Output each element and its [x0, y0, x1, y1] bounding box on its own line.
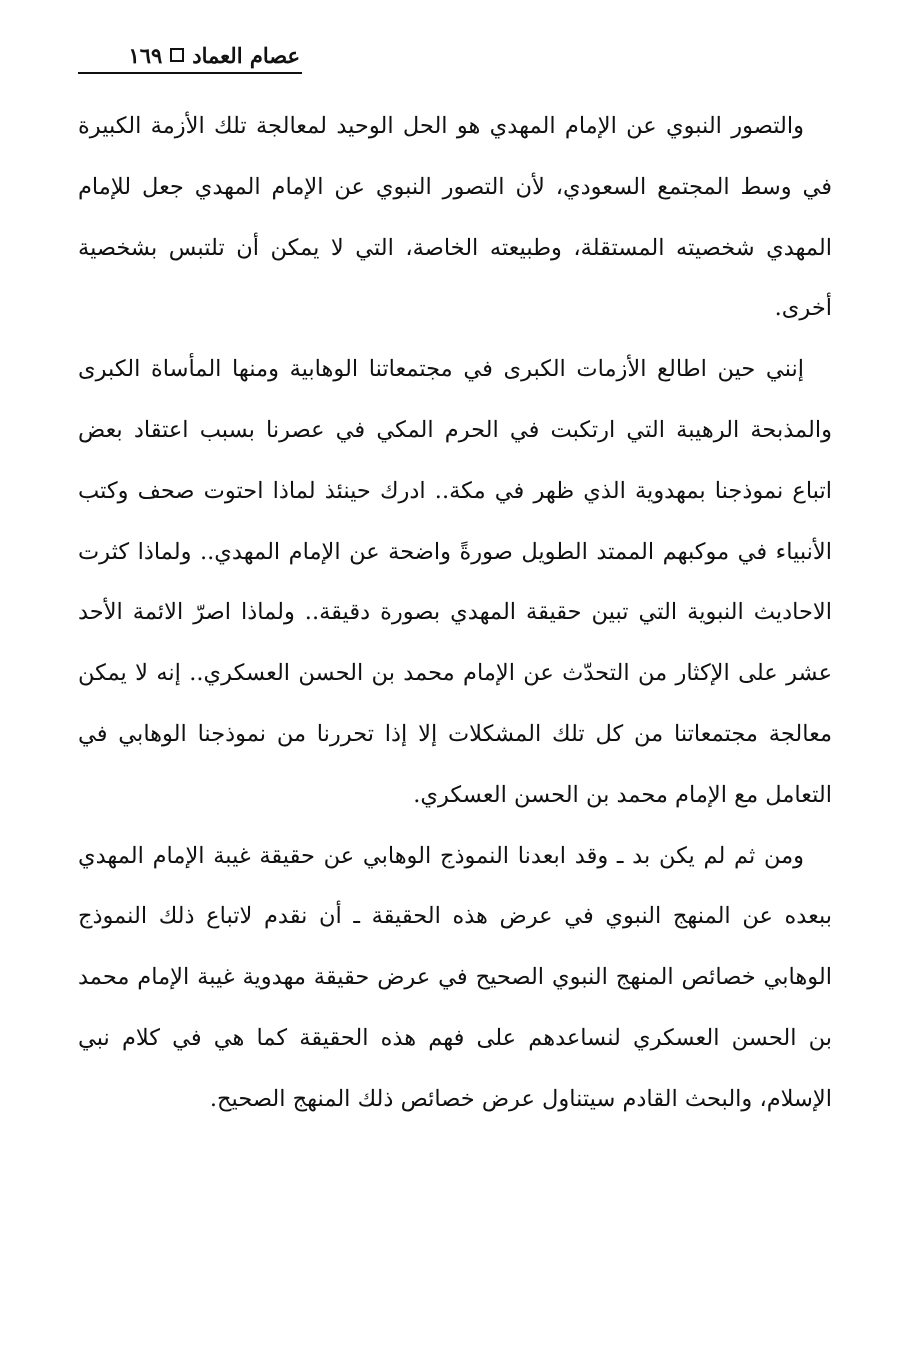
paragraph-2: إنني حين اطالع الأزمات الكبرى في مجتمعاتنا الوهابية ومنها المأساة الكبرى والمذبحة الرهيبة التي ارتكبت في الحرم المكي في عصرنا بسبب اعتقاد بعض اتباع نموذجنا بمهدوية الذي ظهر في مكة.. ادرك حينئذ لماذا احتوت صحف وكتب الأنبياء في موكبهم الممتد الطويل صورةً واضحة عن الإمام المهدي.. ولماذا كثرت الاحاديث النبوية التي تبين حقيقة المهدي بصورة دقيقة.. ولماذا اصرّ الائمة الأحد عشر على الإكثار من التحدّث عن الإمام محمد بن الحسن العسكري.. إنه لا يمكن معالجة مجتمعاتنا من كل تلك المشكلات إلا إذا تحررنا من نموذجنا الوهابي في التعامل مع الإمام محمد بن الحسن العسكري.: [78, 356, 832, 808]
paragraph-1: والتصور النبوي عن الإمام المهدي هو الحل الوحيد لمعالجة تلك الأزمة الكبيرة في وسط المجتمع السعودي، لأن التصور النبوي عن الإمام المهدي جعل للإمام المهدي شخصيته المستقلة، وطبيعته الخاصة، التي لا يمكن أن تلتبس بشخصية أخرى.: [78, 113, 832, 322]
running-header: [80, 38, 300, 72]
book-title: عصام العماد: [192, 42, 300, 68]
body-text: [78, 96, 832, 1130]
header-rule: [78, 72, 302, 74]
separator-square-icon: [170, 48, 184, 62]
page-number: ١٦٩: [128, 42, 163, 68]
paragraph-3: ومن ثم لم يكن بد ـ وقد ابعدنا النموذج الوهابي عن حقيقة غيبة الإمام المهدي ببعده عن المنهج النبوي في عرض هذه الحقيقة ـ أن نقدم لاتباع ذلك النموذج الوهابي خصائص المنهج النبوي الصحيح في عرض حقيقة مهدوية غيبة الإمام محمد بن الحسن العسكري لنساعدهم على فهم هذه الحقيقة كما هي في كلام نبي الإسلام، والبحث القادم سيتناول عرض خصائص ذلك المنهج الصحيح.: [78, 842, 832, 1112]
